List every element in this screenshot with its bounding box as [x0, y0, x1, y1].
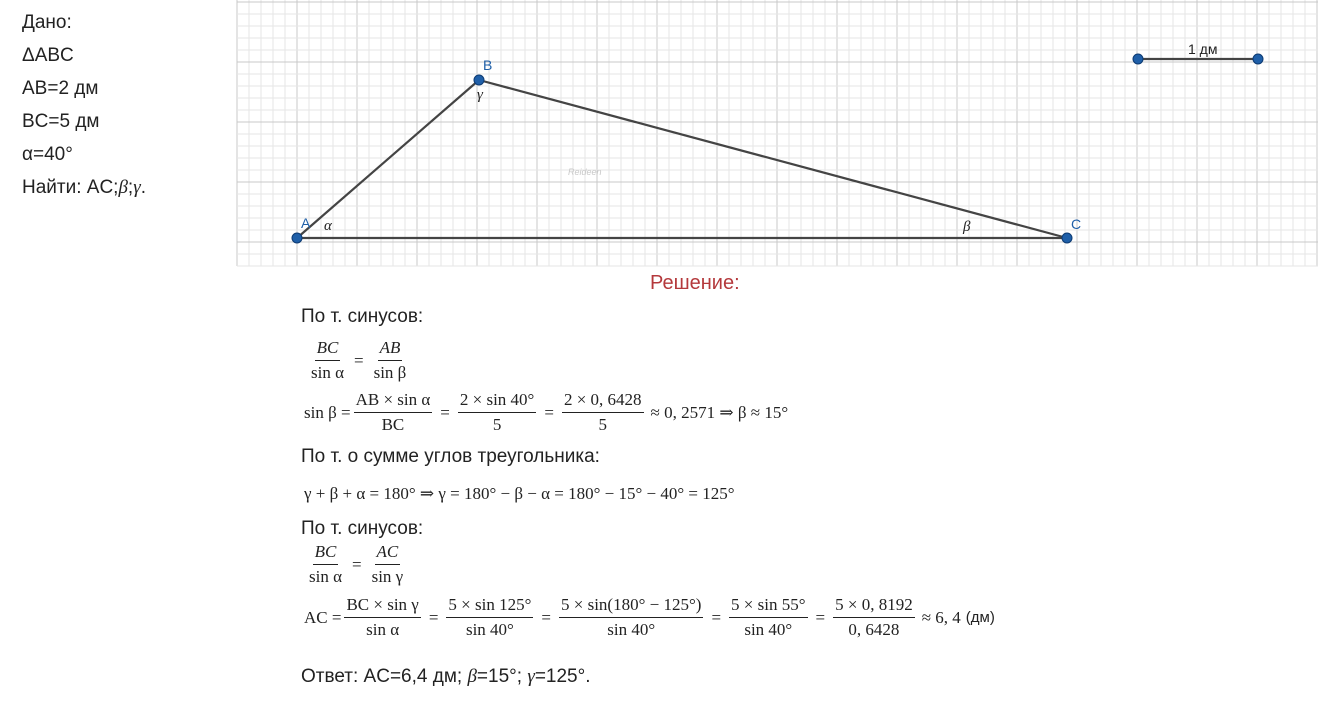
denominator: 5: [598, 415, 607, 434]
side-ab: [297, 80, 479, 238]
given-ab: AB=2 дм: [22, 78, 99, 99]
angle-gamma-label: γ: [477, 87, 483, 103]
numerator: BC: [313, 542, 339, 565]
denominator: sin 40°: [607, 620, 656, 639]
numerator: 5 × sin 125°: [446, 595, 533, 618]
denominator: BC: [381, 415, 405, 434]
numerator: 5 × sin 55°: [729, 595, 807, 618]
result-tail: ≈ 0, 2571 ⇒ β ≈ 15°: [650, 402, 789, 422]
find-beta: β: [118, 177, 128, 198]
fraction: [307, 542, 344, 587]
find-sep: ;: [127, 177, 134, 198]
equals-sign: =: [352, 554, 362, 574]
answer-gamma: γ: [527, 666, 535, 687]
step2-heading: По т. о сумме углов треугольника:: [301, 446, 600, 467]
answer-beta-value: =15°;: [476, 666, 528, 687]
label-c: C: [1071, 216, 1082, 232]
denominator: 0, 6428: [848, 620, 900, 639]
grid: [237, 0, 1318, 266]
denominator: sin β: [373, 363, 407, 382]
fraction: [344, 595, 420, 640]
given-alpha: α=40°: [22, 144, 73, 165]
answer-line: [301, 666, 591, 688]
numerator: 2 × sin 40°: [458, 390, 536, 413]
numerator: BC × sin γ: [344, 595, 420, 618]
equation-sine-law-1: [306, 338, 411, 383]
given-triangle: ΔABC: [22, 45, 74, 66]
fraction: [446, 595, 533, 640]
point-c[interactable]: [1062, 233, 1072, 243]
fraction: [309, 338, 346, 383]
numerator: 5 × sin(180° − 125°): [559, 595, 703, 618]
watermark: Reideen: [568, 167, 602, 177]
label-b: B: [483, 57, 493, 73]
angle-beta-label: β: [963, 219, 971, 235]
answer-beta: β: [467, 666, 477, 687]
fraction: [833, 595, 915, 640]
equals-sign: =: [354, 350, 364, 370]
result-tail: ≈ 6, 4: [921, 607, 961, 627]
answer-gamma-value: =125°.: [534, 666, 591, 687]
step3-heading: По т. синусов:: [301, 518, 424, 539]
scale-point-start[interactable]: [1133, 54, 1143, 64]
numerator: AC: [375, 542, 401, 565]
lhs: AC =: [304, 607, 342, 627]
denominator: sin 40°: [465, 620, 514, 639]
fraction: [562, 390, 644, 435]
denominator: sin α: [311, 363, 344, 382]
numerator: BC: [315, 338, 341, 361]
scale-label: 1 дм: [1188, 41, 1218, 57]
fraction: [370, 542, 406, 587]
step1-heading: По т. синусов:: [301, 306, 424, 327]
scale-point-end[interactable]: [1253, 54, 1263, 64]
numerator: AB × sin α: [354, 390, 433, 413]
equation-sine-law-2: [304, 542, 408, 587]
denominator: sin α: [309, 567, 342, 586]
answer-prefix: Ответ: AC=6,4 дм;: [301, 666, 468, 687]
numerator: 5 × 0, 8192: [833, 595, 915, 618]
equation-sin-beta: sin β = $\frac{\text{AB × sin α}}{BC}$ = $\frac{2 \times \sin 40^\circ}{5}$ = $\frac{2 \times 0, 6428}{5}$ ≈ 0, 2571 ⇒ β ≈ 15°: [304, 390, 789, 434]
find-prefix: Найти: AC;: [22, 177, 119, 198]
denominator: 5: [492, 415, 502, 434]
given-title: Дано:: [22, 12, 72, 33]
denominator: sin α: [366, 620, 400, 639]
fraction: [458, 390, 536, 435]
fraction: [729, 595, 807, 640]
find-end: .: [140, 177, 146, 198]
solution-title: Решение:: [650, 272, 740, 294]
fraction: [559, 595, 703, 640]
point-a[interactable]: [292, 233, 302, 243]
triangle-figure: [0, 0, 1318, 270]
denominator: sin γ: [371, 567, 404, 586]
numerator: 2 × 0, 6428: [562, 390, 644, 413]
unit-label: (дм): [965, 609, 995, 626]
equation-ac: AC = $\frac{\text{BC × sin γ}}{\text{sin α}}$ = $\frac{5 \times \sin 125^\circ}{\sin 40^\circ}$ = $\frac{5 \times \sin(180^\circ - 125^\circ)}{\sin 40^\circ}$ = $\frac{5 \times \sin 55^\circ}{\sin 40^\circ}$ = $\frac{5 \times 0, 8192}{0, 6428}$ ≈ 6, 4 (дм): [304, 595, 995, 639]
angle-alpha-label: α: [324, 218, 332, 234]
fraction: [372, 338, 409, 383]
numerator: AB: [378, 338, 403, 361]
given-bc: BC=5 дм: [22, 111, 100, 132]
find-gamma: γ: [133, 177, 141, 198]
point-b[interactable]: [474, 75, 484, 85]
label-a: A: [301, 215, 311, 231]
denominator: sin 40°: [744, 620, 793, 639]
lhs: sin β =: [304, 402, 351, 422]
equation-angle-sum: γ + β + α = 180° ⇒ γ = 180° − β − α = 180° − 15° − 40° = 125°: [304, 484, 735, 503]
side-bc: [479, 80, 1067, 238]
fraction: [354, 390, 433, 435]
